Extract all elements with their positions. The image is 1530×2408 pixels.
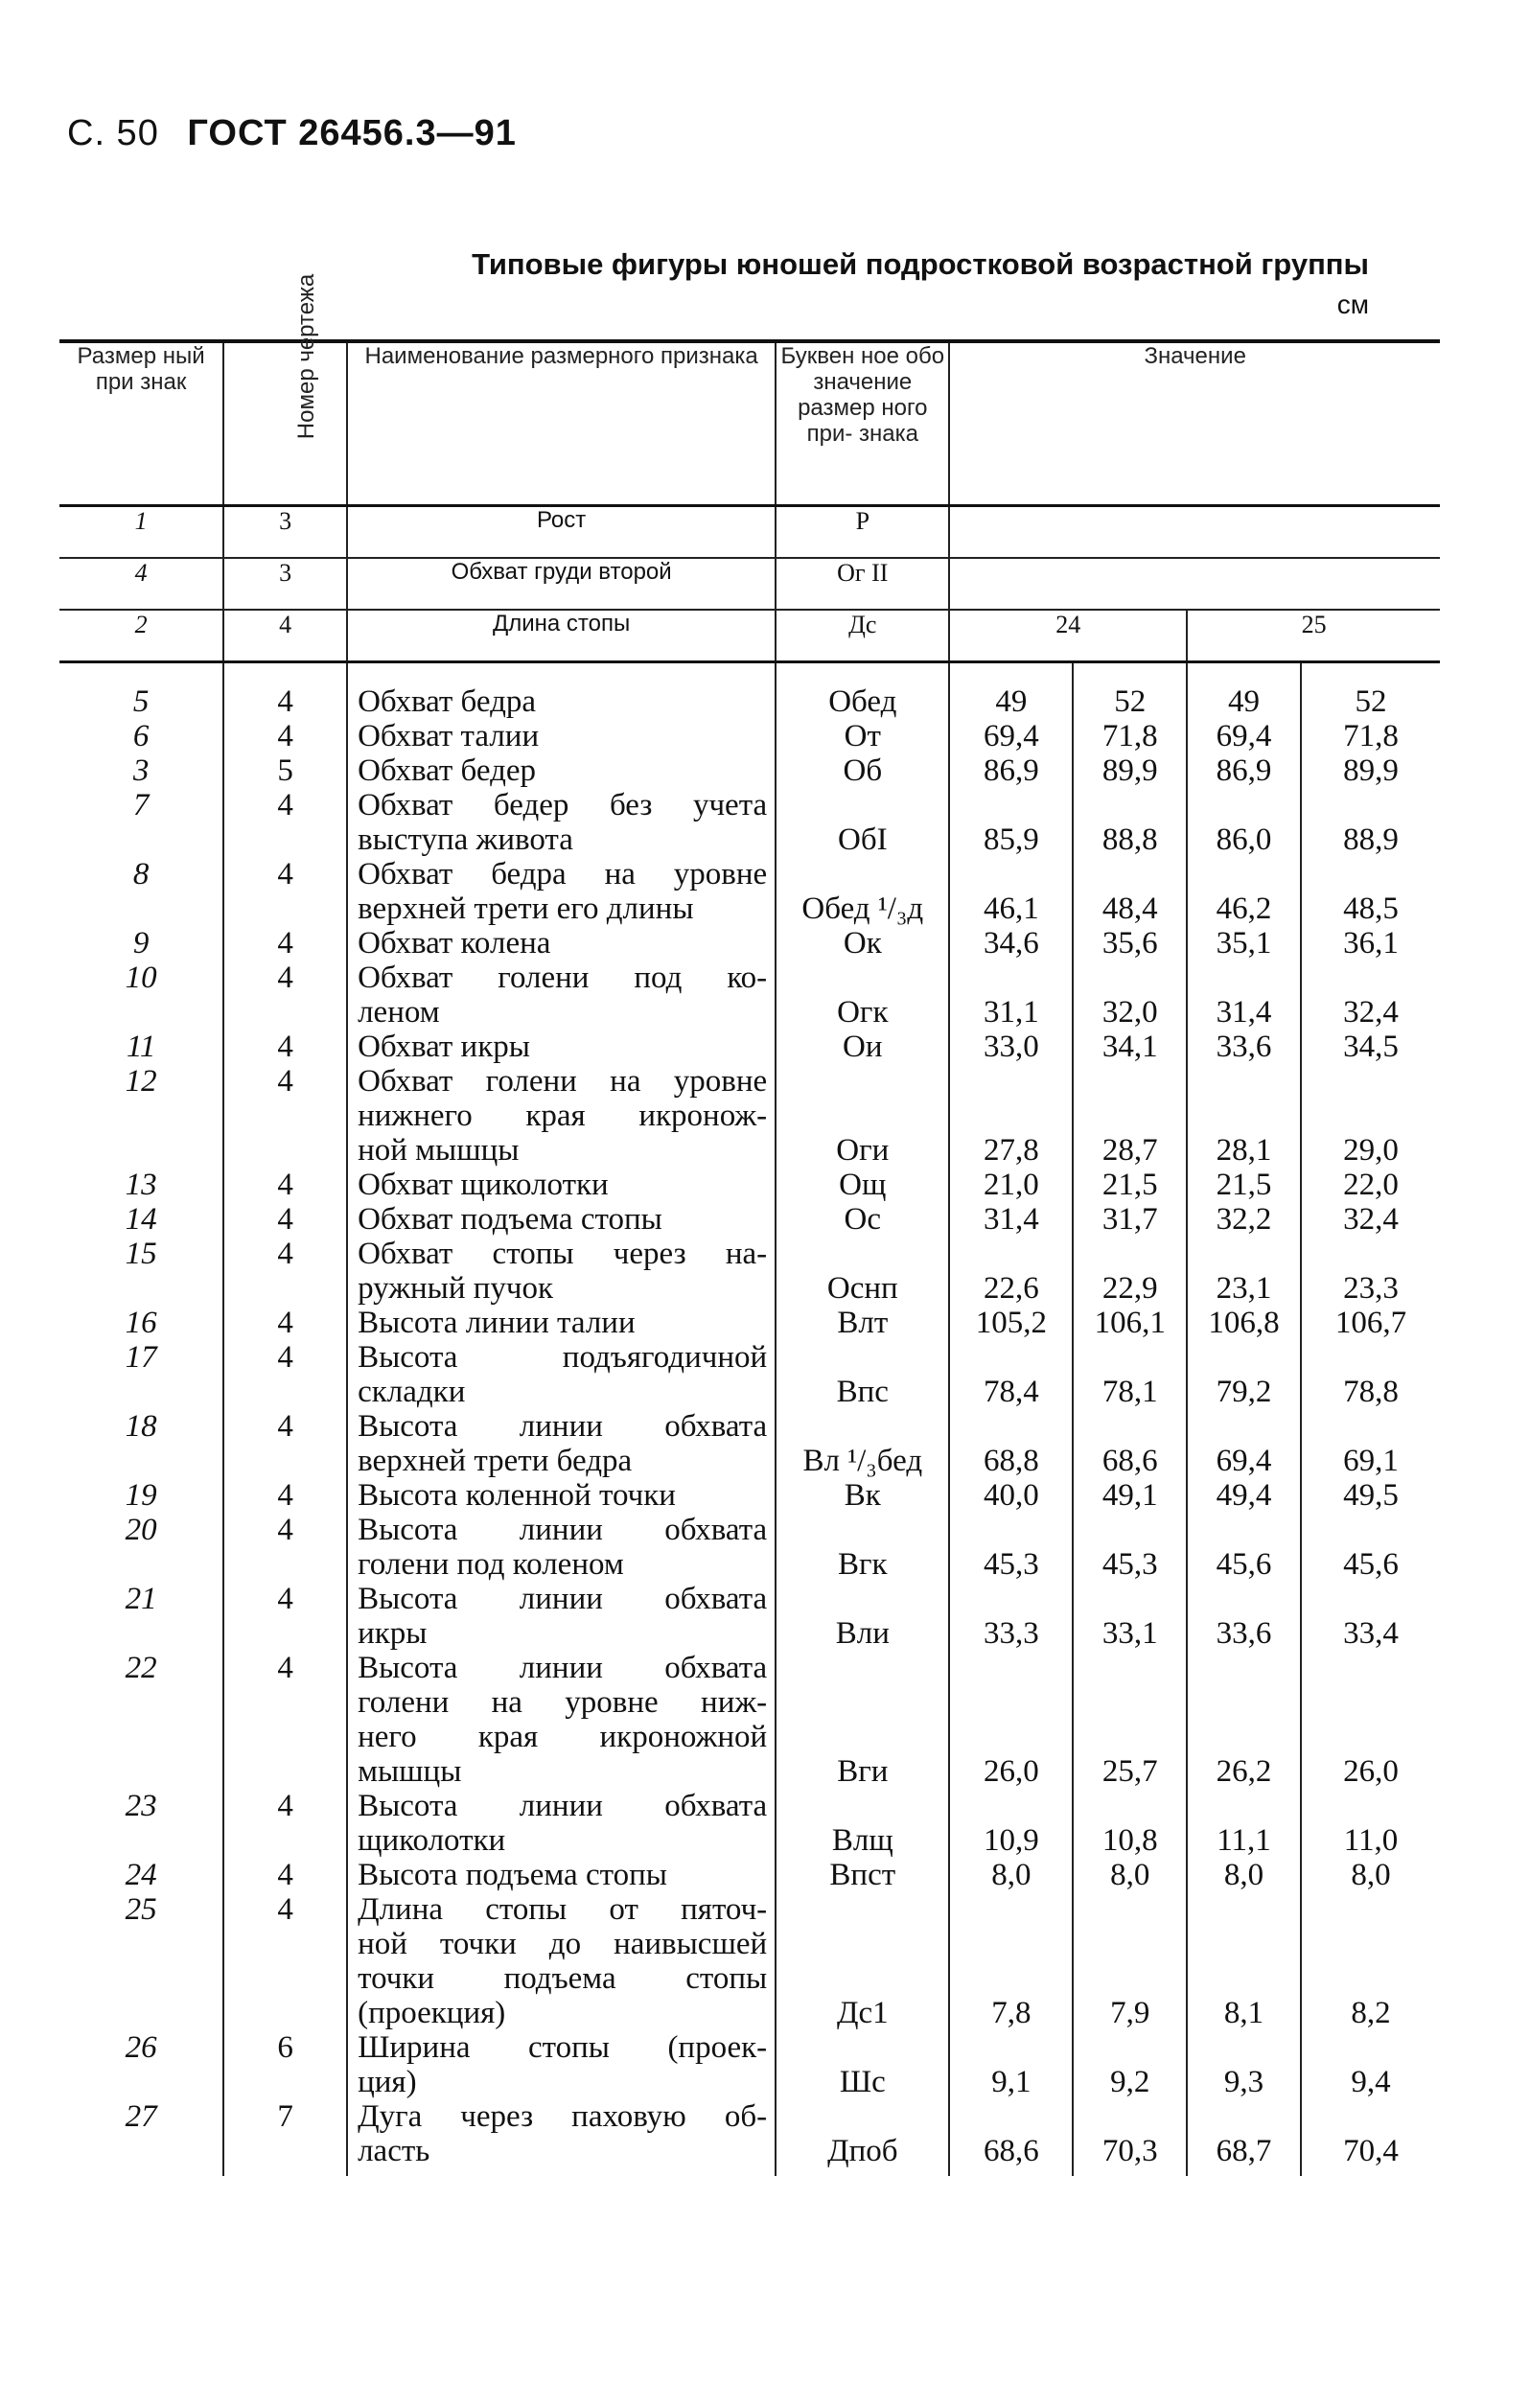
row-value: 52	[1301, 684, 1440, 719]
row-value: 8,2	[1301, 1892, 1440, 2030]
row-name-line: икры	[358, 1616, 428, 1651]
row-value: 9,4	[1301, 2030, 1440, 2099]
empty-value-cell	[949, 558, 1440, 610]
row-code: Оснп	[776, 1237, 949, 1306]
row-drawing: 4	[223, 1340, 347, 1409]
row-drawing: 4	[223, 1064, 347, 1168]
row-value: 22,0	[1301, 1168, 1440, 1202]
row-value: 32,0	[1073, 961, 1187, 1030]
row-value: 28,7	[1073, 1064, 1187, 1168]
row-value: 7,9	[1073, 1892, 1187, 2030]
header-col-name: Наименование размерного признака	[347, 341, 776, 506]
row-value: 49,1	[1073, 1478, 1187, 1513]
row-value: 49,5	[1301, 1478, 1440, 1513]
row-drawing: 4	[223, 1858, 347, 1892]
row-number: 2	[59, 610, 223, 662]
row-value: 10,9	[949, 1789, 1073, 1858]
row-value: 9,1	[949, 2030, 1073, 2099]
row-value: 85,9	[949, 788, 1073, 857]
table-header-row	[59, 341, 1440, 506]
row-name-line: него края икроножной	[358, 1720, 768, 1754]
row-name-line: точки подъема стопы	[358, 1961, 768, 1996]
spacer-cell	[776, 662, 949, 685]
row-value: 88,9	[1301, 788, 1440, 857]
row-drawing: 4	[223, 1789, 347, 1858]
row-name-line: нижнего края икронож-	[358, 1099, 768, 1133]
row-value: 40,0	[949, 1478, 1073, 1513]
table-row	[59, 753, 1440, 788]
row-name	[347, 1306, 776, 1340]
row-code: Ощ	[776, 1168, 949, 1202]
header-col-dimension: Размер ный при знак	[59, 341, 223, 506]
row-code: Обед ¹/₃д	[776, 857, 949, 926]
table-row	[59, 1892, 1440, 2030]
pre-row	[59, 558, 1440, 610]
row-code: Впст	[776, 1858, 949, 1892]
row-name-line: Дуга через паховую об-	[358, 2099, 768, 2134]
row-value: 69,1	[1301, 1409, 1440, 1478]
row-code: Дс1	[776, 1892, 949, 2030]
row-drawing: 4	[223, 926, 347, 961]
row-code: Огк	[776, 961, 949, 1030]
row-name-line: (проекция)	[358, 1996, 506, 2030]
row-code: Дпоб	[776, 2099, 949, 2176]
row-number: 10	[125, 961, 157, 995]
row-value: 29,0	[1301, 1064, 1440, 1168]
row-name-line: выступа живота	[358, 822, 573, 857]
table-row	[59, 1202, 1440, 1237]
row-name	[347, 1237, 776, 1306]
row-value: 31,7	[1073, 1202, 1187, 1237]
table-row	[59, 1789, 1440, 1858]
row-code: Шс	[776, 2030, 949, 2099]
row-name: Рост	[347, 506, 776, 559]
row-value: 106,8	[1187, 1306, 1301, 1340]
row-value: 106,1	[1073, 1306, 1187, 1340]
row-name	[347, 1202, 776, 1237]
row-value: 33,6	[1187, 1582, 1301, 1651]
row-code: Р	[776, 506, 949, 559]
row-code: Обед	[776, 684, 949, 719]
table-row	[59, 1651, 1440, 1789]
row-value: 106,7	[1301, 1306, 1440, 1340]
row-number: 8	[132, 857, 150, 891]
row-name: Длина стопы	[347, 610, 776, 662]
row-value: 49	[1187, 684, 1301, 719]
row-name-line: Обхват бедер без учета	[358, 788, 768, 822]
table-row	[59, 719, 1440, 753]
row-value: 35,1	[1187, 926, 1301, 961]
row-name	[347, 857, 776, 926]
row-name	[347, 1513, 776, 1582]
row-name-line: ция)	[358, 2065, 417, 2099]
row-drawing: 4	[223, 1030, 347, 1064]
row-name-line: Обхват стопы через на-	[358, 1237, 768, 1271]
row-code: Ос	[776, 1202, 949, 1237]
row-number: 11	[126, 1030, 156, 1064]
row-value: 46,1	[949, 857, 1073, 926]
row-name-line: складки	[358, 1375, 466, 1409]
row-code: Влщ	[776, 1789, 949, 1858]
row-name-line: ружный пучок	[358, 1271, 554, 1306]
row-value: 31,1	[949, 961, 1073, 1030]
row-name-line: Высота линии талии	[358, 1306, 636, 1340]
row-drawing: 4	[223, 1478, 347, 1513]
row-name	[347, 788, 776, 857]
row-name-line: верхней трети бедра	[358, 1444, 633, 1478]
row-value: 71,8	[1073, 719, 1187, 753]
table-row	[59, 1168, 1440, 1202]
row-code: Влт	[776, 1306, 949, 1340]
row-name-line: ной мышцы	[358, 1133, 520, 1168]
row-number: 12	[125, 1064, 157, 1099]
table-row	[59, 1064, 1440, 1168]
row-value: 78,4	[949, 1340, 1073, 1409]
table-row	[59, 2099, 1440, 2176]
row-name	[347, 1340, 776, 1409]
row-number: 5	[132, 684, 150, 719]
row-name-line: верхней трети его длины	[358, 891, 694, 926]
row-value: 79,2	[1187, 1340, 1301, 1409]
row-name-line: голени под коленом	[358, 1547, 624, 1582]
row-value: 31,4	[949, 1202, 1073, 1237]
table-row	[59, 2030, 1440, 2099]
row-value: 26,0	[949, 1651, 1073, 1789]
row-value: 35,6	[1073, 926, 1187, 961]
pre-row	[59, 506, 1440, 559]
row-drawing: 4	[223, 610, 347, 662]
row-value: 32,2	[1187, 1202, 1301, 1237]
row-value: 33,1	[1073, 1582, 1187, 1651]
row-value: 11,1	[1187, 1789, 1301, 1858]
row-name	[347, 2099, 776, 2176]
row-name-line: Обхват колена	[358, 926, 551, 961]
header-col-code: Буквен ное обо значение размер ного при- знака	[776, 341, 949, 506]
row-value: 21,5	[1073, 1168, 1187, 1202]
row-drawing: 4	[223, 961, 347, 1030]
row-name	[347, 753, 776, 788]
row-value: 70,4	[1301, 2099, 1440, 2176]
row-value: 45,3	[1073, 1513, 1187, 1582]
row-code: Об	[776, 753, 949, 788]
row-number: 16	[125, 1306, 157, 1340]
row-drawing: 7	[223, 2099, 347, 2176]
row-value: 22,6	[949, 1237, 1073, 1306]
row-name	[347, 1030, 776, 1064]
page-number: С. 50	[67, 113, 159, 153]
row-value: 8,0	[1187, 1858, 1301, 1892]
row-code: Вги	[776, 1651, 949, 1789]
row-name	[347, 684, 776, 719]
row-value: 89,9	[1301, 753, 1440, 788]
table-row	[59, 961, 1440, 1030]
row-value: 27,8	[949, 1064, 1073, 1168]
row-drawing: 4	[223, 1168, 347, 1202]
row-value: 45,6	[1187, 1513, 1301, 1582]
row-value: 86,9	[1187, 753, 1301, 788]
standard-number: ГОСТ 26456.3—91	[187, 113, 517, 153]
row-name-line: мышцы	[358, 1754, 462, 1789]
row-drawing: 4	[223, 1651, 347, 1789]
row-name-line: Высота линии обхвата	[358, 1582, 768, 1616]
row-value: 7,8	[949, 1892, 1073, 2030]
row-number: 21	[125, 1582, 157, 1616]
row-value: 78,1	[1073, 1340, 1187, 1409]
row-code: Ог II	[776, 558, 949, 610]
row-name	[347, 1478, 776, 1513]
row-number: 20	[125, 1513, 157, 1547]
row-drawing: 4	[223, 1892, 347, 2030]
row-value: 23,3	[1301, 1237, 1440, 1306]
row-value: 23,1	[1187, 1237, 1301, 1306]
unit-label: см	[1336, 289, 1369, 319]
row-drawing: 5	[223, 753, 347, 788]
row-code: ОбI	[776, 788, 949, 857]
row-name-line: щиколотки	[358, 1823, 506, 1858]
row-name	[347, 1892, 776, 2030]
row-name-line: Обхват голени под ко-	[358, 961, 768, 995]
row-drawing: 4	[223, 719, 347, 753]
row-value: 68,8	[949, 1409, 1073, 1478]
row-value: 33,0	[949, 1030, 1073, 1064]
row-value: 86,0	[1187, 788, 1301, 857]
row-code: Оги	[776, 1064, 949, 1168]
row-name	[347, 2030, 776, 2099]
row-drawing: 4	[223, 684, 347, 719]
page-header	[67, 113, 517, 154]
table-row	[59, 788, 1440, 857]
row-value: 10,8	[1073, 1789, 1187, 1858]
row-name	[347, 1409, 776, 1478]
row-value: 48,5	[1301, 857, 1440, 926]
spacer-row	[59, 662, 1440, 685]
row-name-line: голени на уровне ниж-	[358, 1685, 768, 1720]
row-number: 25	[125, 1892, 157, 1927]
spacer-cell	[1073, 662, 1187, 685]
row-value: 71,8	[1301, 719, 1440, 753]
row-drawing: 3	[223, 506, 347, 559]
row-value: 28,1	[1187, 1064, 1301, 1168]
row-drawing: 4	[223, 1513, 347, 1582]
row-value: 32,4	[1301, 961, 1440, 1030]
row-value: 21,0	[949, 1168, 1073, 1202]
row-name-line: Высота подъема стопы	[358, 1858, 667, 1892]
row-name-line: Высота коленной точки	[358, 1478, 676, 1513]
row-drawing: 6	[223, 2030, 347, 2099]
size-value: 24	[949, 610, 1187, 662]
table-row	[59, 1306, 1440, 1340]
row-number: 15	[125, 1237, 157, 1271]
row-name	[347, 926, 776, 961]
row-code: Вгк	[776, 1513, 949, 1582]
row-value: 68,7	[1187, 2099, 1301, 2176]
row-number: 7	[132, 788, 150, 822]
row-number: 13	[125, 1168, 157, 1202]
row-name-line: ной точки до наивысшей	[358, 1927, 768, 1961]
row-value: 34,5	[1301, 1030, 1440, 1064]
row-value: 26,0	[1301, 1651, 1440, 1789]
row-value: 48,4	[1073, 857, 1187, 926]
row-name-line: Высота линии обхвата	[358, 1513, 768, 1547]
row-value: 88,8	[1073, 788, 1187, 857]
row-number: 4	[59, 558, 223, 610]
row-name-line: Длина стопы от пяточ-	[358, 1892, 768, 1927]
spacer-cell	[59, 662, 223, 685]
row-drawing: 4	[223, 1202, 347, 1237]
table-row	[59, 1858, 1440, 1892]
row-name-line: ласть	[358, 2134, 430, 2168]
row-number: 3	[132, 753, 150, 788]
row-value: 31,4	[1187, 961, 1301, 1030]
row-drawing: 4	[223, 788, 347, 857]
row-name	[347, 719, 776, 753]
table-row	[59, 926, 1440, 961]
row-value: 26,2	[1187, 1651, 1301, 1789]
row-name-line: Высота линии обхвата	[358, 1409, 768, 1444]
row-number: 14	[125, 1202, 157, 1237]
row-value: 105,2	[949, 1306, 1073, 1340]
row-code: Дс	[776, 610, 949, 662]
row-code: Ок	[776, 926, 949, 961]
row-number: 1	[59, 506, 223, 559]
row-code: Вли	[776, 1582, 949, 1651]
row-value: 68,6	[949, 2099, 1073, 2176]
row-value: 11,0	[1301, 1789, 1440, 1858]
table-row	[59, 1513, 1440, 1582]
row-number: 6	[132, 719, 150, 753]
row-code: Вл ¹/₃бед	[776, 1409, 949, 1478]
row-number: 9	[132, 926, 150, 961]
spacer-cell	[347, 662, 776, 685]
row-name-line: леном	[358, 995, 440, 1030]
row-value: 49	[949, 684, 1073, 719]
row-drawing: 4	[223, 857, 347, 926]
spacer-cell	[223, 662, 347, 685]
spacer-cell	[1301, 662, 1440, 685]
row-number: 17	[125, 1340, 157, 1375]
row-name-line: Обхват подъема стопы	[358, 1202, 662, 1237]
row-value: 69,4	[1187, 1409, 1301, 1478]
row-name	[347, 1168, 776, 1202]
row-number: 22	[125, 1651, 157, 1685]
row-value: 33,3	[949, 1582, 1073, 1651]
row-value: 8,0	[949, 1858, 1073, 1892]
row-name: Обхват груди второй	[347, 558, 776, 610]
row-name-line: Обхват щиколотки	[358, 1168, 609, 1202]
pre-row	[59, 610, 1440, 662]
row-name	[347, 1064, 776, 1168]
row-value: 22,9	[1073, 1237, 1187, 1306]
row-name	[347, 1582, 776, 1651]
row-drawing: 4	[223, 1237, 347, 1306]
row-drawing: 4	[223, 1306, 347, 1340]
row-drawing: 3	[223, 558, 347, 610]
row-value: 8,0	[1301, 1858, 1440, 1892]
row-value: 8,0	[1073, 1858, 1187, 1892]
row-code: Впс	[776, 1340, 949, 1409]
row-value: 69,4	[1187, 719, 1301, 753]
row-value: 21,5	[1187, 1168, 1301, 1202]
row-value: 32,4	[1301, 1202, 1440, 1237]
row-number: 26	[125, 2030, 157, 2065]
row-value: 33,4	[1301, 1582, 1440, 1651]
row-name-line: Высота подъягодичной	[358, 1340, 768, 1375]
table-row	[59, 1409, 1440, 1478]
table-row	[59, 1030, 1440, 1064]
row-name-line: Обхват бедер	[358, 753, 537, 788]
row-value: 89,9	[1073, 753, 1187, 788]
row-value: 9,2	[1073, 2030, 1187, 2099]
row-value: 46,2	[1187, 857, 1301, 926]
row-value: 9,3	[1187, 2030, 1301, 2099]
table-row	[59, 857, 1440, 926]
row-value: 45,3	[949, 1513, 1073, 1582]
size-value: 25	[1187, 610, 1440, 662]
table-row	[59, 684, 1440, 719]
row-value: 70,3	[1073, 2099, 1187, 2176]
row-number: 23	[125, 1789, 157, 1823]
row-value: 25,7	[1073, 1651, 1187, 1789]
row-name-line: Высота линии обхвата	[358, 1651, 768, 1685]
table-row	[59, 1582, 1440, 1651]
row-number: 19	[125, 1478, 157, 1513]
row-value: 78,8	[1301, 1340, 1440, 1409]
row-name	[347, 1858, 776, 1892]
row-number: 27	[125, 2099, 157, 2134]
row-code: От	[776, 719, 949, 753]
row-drawing: 4	[223, 1409, 347, 1478]
row-value: 8,1	[1187, 1892, 1301, 2030]
table-row	[59, 1237, 1440, 1306]
spacer-cell	[1187, 662, 1301, 685]
row-name	[347, 961, 776, 1030]
row-value: 69,4	[949, 719, 1073, 753]
table-title: Типовые фигуры юношей подростковой возрастной группы	[472, 247, 1369, 281]
row-value: 34,1	[1073, 1030, 1187, 1064]
table-row	[59, 1340, 1440, 1409]
table-row	[59, 1478, 1440, 1513]
row-number: 18	[125, 1409, 157, 1444]
row-code: Вк	[776, 1478, 949, 1513]
row-value: 49,4	[1187, 1478, 1301, 1513]
empty-value-cell	[949, 506, 1440, 559]
row-name-line: Обхват бедра	[358, 684, 537, 719]
row-value: 45,6	[1301, 1513, 1440, 1582]
row-code: Ои	[776, 1030, 949, 1064]
row-name-line: Ширина стопы (проек-	[358, 2030, 768, 2065]
spacer-cell	[949, 662, 1073, 685]
row-value: 68,6	[1073, 1409, 1187, 1478]
row-name	[347, 1789, 776, 1858]
row-value: 86,9	[949, 753, 1073, 788]
row-value: 52	[1073, 684, 1187, 719]
header-col-drawing: Номер чертежа	[223, 341, 347, 506]
row-value: 36,1	[1301, 926, 1440, 961]
row-number: 24	[125, 1858, 157, 1892]
header-col-values: Значение	[949, 341, 1440, 506]
row-drawing: 4	[223, 1582, 347, 1651]
row-name-line: Обхват бедра на уровне	[358, 857, 768, 891]
row-value: 34,6	[949, 926, 1073, 961]
row-value: 33,6	[1187, 1030, 1301, 1064]
row-name-line: Обхват икры	[358, 1030, 530, 1064]
row-name-line: Высота линии обхвата	[358, 1789, 768, 1823]
row-name-line: Обхват голени на уровне	[358, 1064, 768, 1099]
row-name	[347, 1651, 776, 1789]
row-name-line: Обхват талии	[358, 719, 540, 753]
